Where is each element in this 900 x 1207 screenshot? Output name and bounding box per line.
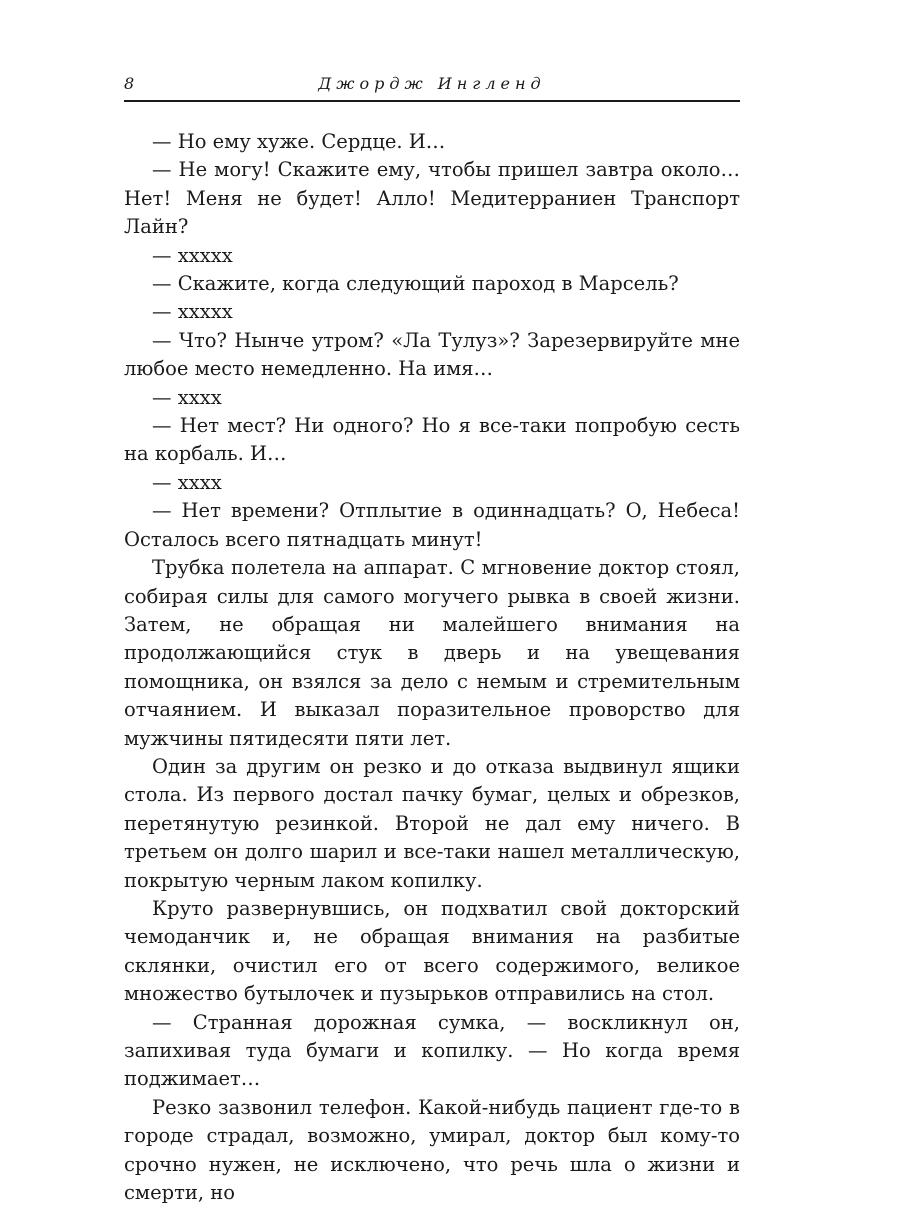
paragraph: — хххх <box>152 470 222 494</box>
paragraph: Трубка полетела на аппарат. С мгновение доктор стоял, собирая силы для самого могучего рывка в своей жизни. Затем, не обращая ни малейшего внимания на продолжающийся стук в дверь и на увещевания помощника, он взялся за дело с немым и стремительным отчаянием. И выказал поразительное проворство для мужчины пятидесяти пяти лет. <box>124 556 740 750</box>
page-header <box>124 70 740 100</box>
paragraph: Резко зазвонил телефон. Какой-нибудь пациент где-то в городе страдал, возможно, умирал, доктор был кому-то срочно нужен, не исключено, что речь шла о жизни и смерти, но <box>124 1095 740 1205</box>
paragraph: Один за другим он резко и до отказа выдвинул ящики стола. Из первого достал пачку бумаг, целых и обрезков, перетянутую резинкой. Второй не дал ему ничего. В третьем он долго шарил и все-таки нашел металлическую, покрытую черным лаком копилку. <box>124 754 740 892</box>
paragraph: — Не могу! Скажите ему, чтобы пришел завтра около… Нет! Меня не будет! Алло! Медитерраниен Транспорт Лайн? <box>124 158 740 239</box>
paragraph: — Странная дорожная сумка, — воскликнул он, запихивая туда бумаги и копилку. — Но когда время поджимает… <box>124 1010 740 1091</box>
paragraph: — Скажите, когда следующий пароход в Марсель? <box>152 272 679 296</box>
paragraph: — Но ему хуже. Сердце. И… <box>152 130 446 153</box>
paragraph: Круто развернувшись, он подхватил свой докторский чемоданчик и, не обращая внимания на разбитые склянки, очистил его от всего содержимого, великое множество бутылочек и пузырьков отправились на стол. <box>124 896 740 1006</box>
paragraph: — хххх <box>152 385 222 409</box>
paragraph: — ххххх <box>152 300 233 324</box>
book-page <box>124 70 740 1207</box>
body-text <box>124 128 740 1207</box>
page-number: 8 <box>124 74 135 93</box>
paragraph: — Что? Нынче утром? «Ла Тулуз»? Зарезервируйте мне любое место немедленно. На имя… <box>124 328 740 381</box>
running-head-author: Джордж Ингленд <box>318 74 546 93</box>
paragraph: — ххххх <box>152 243 233 267</box>
paragraph: — Нет времени? Отплытие в одиннадцать? О, Небеса! Осталось всего пятнадцать минут! <box>124 499 740 551</box>
header-rule <box>124 100 740 102</box>
paragraph: — Нет мест? Ни одного? Но я все-таки попробую сесть на корбаль. И… <box>124 414 740 466</box>
